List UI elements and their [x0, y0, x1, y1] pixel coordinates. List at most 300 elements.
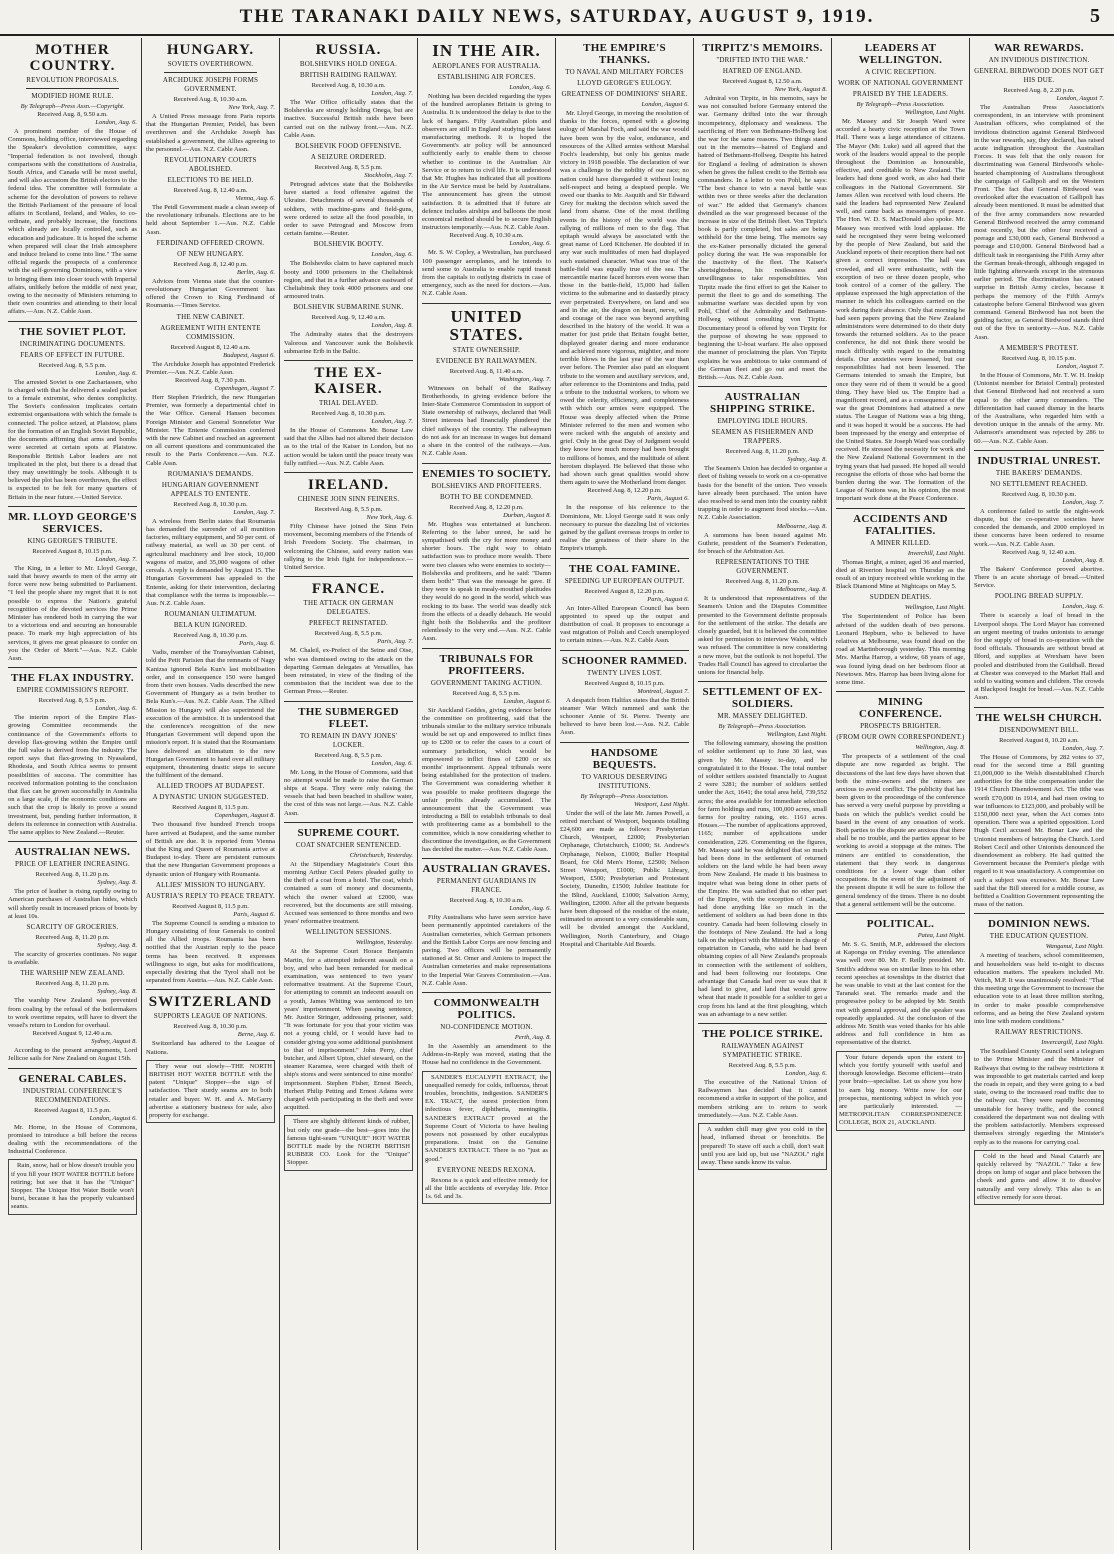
- divider: [698, 1023, 827, 1024]
- article-text: In the Assembly an amendment to the Address-in-Reply was moved, stating that the House had no confidence in the Government.: [422, 1043, 551, 1067]
- subhead: AGREEMENT WITH ENTENTE COMMISSION.: [160, 323, 261, 341]
- subhead: AUSTRIA'S REPLY TO PEACE TREATY.: [146, 891, 275, 900]
- article-text: A United Press message from Paris reports that the Hungarian Premier, Peidel, has been overthrown and the Archduke Joseph has established a government, the Allies agreeing to the personnel.—Aus. N.Z. Cable Assn.: [146, 113, 275, 153]
- dateline: Melbourne, Aug. 8.: [776, 522, 827, 530]
- advertisement-text: Rain, snow, hail or blow doesn't trouble you if you fill your HOT WATER BOTTLE before retiring; but see that it has the "Unique" Stopper. The Unique Hot Water Bottle won't burst, because it has the properly vulcanised seams.: [11, 1162, 134, 1211]
- article-text: Witnesses on behalf of the Railway Brotherhoods, in giving evidence before the Inter-State Commerce Commission in support of State ownership of railways, declared that Wall Street interests had financially plundered the chief railways of the country. The railwaymen do not ask for an increase in wages but demand a share in the control of the railways.—Aus. N.Z. Cable Assn.: [422, 384, 551, 458]
- headline: THE COAL FAMINE.: [568, 562, 681, 575]
- received-line: Received Aug. 8, 12.40 a.m.: [173, 187, 248, 195]
- received-line: Received Aug. 8, 10.30 a.m.: [449, 897, 524, 905]
- article-text: A summons has been issued against Mr. Guthrie, president of the Seamen's Federation, for breach of the Arbitration Act.: [698, 531, 827, 555]
- subhead: BOLSHEVIKS AND PROFITEERS.: [431, 481, 542, 490]
- divider: [8, 506, 137, 507]
- headline: INDUSTRIAL UNREST.: [977, 454, 1101, 467]
- article-text: Mr. S. W. Copley, a Westralian, has purchased 100 passenger aeroplanes, and he intends to send some to Australia to enable rapid transit from the capitals to outlying districts in case of emergency, such as the need for doctors.—Aus. N.Z. Cable Assn.: [422, 249, 551, 298]
- article-text: The prospects of a settlement of the coal dispute are now regarded as bright. The discussions of the last few days have shown that both the mine-owners and the miners are anxious to avoid conflict. The publicity that has been given to the proceedings of the conference has served a very useful purpose by providing a basis on which the public's verdict could be based in the event of any cessation of work. Both parties to the dispute are anxious that there shall be no trouble, and the parties appear to be working to avoid a stoppage at the mines. The miners are entitled to consideration, the statement that they work in dangerous conditions for a lower wage than other occupations. In the event of the adjustment of the present dispute it will be sure to follow the general tendency of the times. There is no doubt that a general settlement will be the outcome.: [836, 753, 965, 908]
- subhead: RAILWAYMEN AGAINST SYMPATHETIC STRIKE.: [721, 1042, 804, 1060]
- subhead: LLOYD GEORGE'S EULOGY.: [577, 79, 672, 87]
- byline: By Telegraph—Press Assn.—Copyright.: [20, 103, 125, 110]
- dateline: Melbourne, Aug. 8.: [776, 586, 827, 594]
- subhead: SUDDEN DEATHS.: [869, 593, 932, 602]
- received-line: Received Aug. 8, 5.5 p.m.: [452, 689, 521, 697]
- received-line: Received Aug. 8, 9.50 a.m.: [37, 111, 108, 118]
- article-text: The Archduke Joseph has appointed Frederick Premier.—Aus. N.Z. Cable Assn.: [146, 360, 275, 376]
- dateline: London, August 7.: [1056, 95, 1104, 102]
- dateline: Budapest, August 6.: [223, 351, 275, 359]
- subhead: GOVERNMENT TAKING ACTION.: [430, 678, 543, 687]
- dateline: London, Aug. 6.: [95, 705, 137, 713]
- article-text: Vadis, member of the Transylvanian Cabinet, told the Petit Parisien that the remnants of Nagy Kanizsa ignored Bela Kun's last mobilisation order, and in consequence 150 were hanged from their own houses. Vadis described the new Government of Hungary as a twin brother to Bela Kun's.—Aus. N.Z. Cable Assn. The Allied Mission to Hungary will also superintend the execution of the armistice. It is understood that the conference's recognition of the new Hungarian Government will depend upon the mission's report. It is stated that the Roumanians have delivered an ultimatum to the new Hungarian Government to hand over all military equipment, threatening drastic steps to secure the fulfilment of the demand.: [146, 649, 275, 780]
- article-text: The scarcity of groceries continues. No sugar is available.: [8, 951, 137, 967]
- headline: TRIBUNALS FOR PROFITEERS.: [439, 652, 534, 677]
- divider: [698, 681, 827, 682]
- subhead: GENERAL BIRDWOOD DOES NOT GET HIS DUE.: [974, 67, 1104, 84]
- dateline: Westport, Last Night.: [633, 800, 689, 808]
- article-text: The Australian Press Association's correspondent, in an interview with prominent Australian officers, who complained of the invidious distinction against General Birdwood in the war rewards, say, they declared, has raised acute indignation throughout the Australian Forces. It was felt that the only reason for discriminating was General Birdwood's whole-hearted championing of Australians throughout the campaign of Gallipoli and on the Western Front. The fact that General Birdwood was overlooked after the evacuation of Gallipoli has already been mentioned. It must be admitted that of the five army commanders now rewarded General Birdwood received the army command most recently, but the other four received a peerage and £30,000 each, General Birdwood a peerage and £10,000. General Birdwood had a difficult task in reorganising the Fifth Army after the German break-through, although engaged in little fighting afterwards except in the strenuous earlier period. The discrimination has caused surprise in British Army circles, because it perhaps the memory of the Fifth Army's catastrophe before General Birdwood was given command. General Birdwood has not been the guiding factor, as General Birdwood stands third out of the five in seniority.—Aus. N.Z. Cable Assn.: [974, 104, 1104, 341]
- headline: GENERAL CABLES.: [18, 1072, 127, 1085]
- advertisement: [974, 1150, 1104, 1205]
- divider: [698, 386, 827, 387]
- dateline: Sydney, Aug. 8.: [97, 988, 137, 996]
- received-line: Received Aug. 8, 10.30 a.m.: [173, 96, 248, 103]
- headline: HANDSOME BEQUESTS.: [590, 746, 659, 771]
- article-text: An Inter-Allied European Council has been appointed to speed up the output and distribution of coal. It proposes to encourage a vast migration of Polish and Czech unemployed to certain mines.—Aus. N.Z. Cable Assn.: [560, 604, 689, 645]
- headline: DOMINION NEWS.: [988, 918, 1090, 931]
- received-line: Received Aug. 8, 11.20 p.m.: [35, 871, 110, 879]
- dateline: Wellington, Last Night.: [904, 604, 965, 612]
- dateline: Paris, August 6.: [647, 495, 689, 503]
- dateline: Sydney, Aug. 8.: [97, 879, 137, 887]
- received-line: Received Aug. 8, 10.15 p.m.: [1001, 354, 1077, 362]
- subhead: INDUSTRIAL CONFERENCE'S RECOMMENDATIONS.: [22, 1086, 123, 1104]
- dateline: Sydney, Aug. 8.: [787, 456, 827, 464]
- divider: [146, 989, 275, 990]
- subhead: PERMANENT GUARDIANS IN FRANCE.: [436, 877, 537, 895]
- dateline: Washington, Aug. 7.: [498, 375, 551, 383]
- dateline: Invercargill, Last Night.: [1041, 1039, 1104, 1047]
- divider: [560, 558, 689, 559]
- subhead: POOLING BREAD SUPPLY.: [994, 592, 1084, 601]
- dateline: Inverchill, Last Night.: [907, 549, 965, 557]
- article-text: Switzerland has adhered to the League of Nations.: [146, 1040, 275, 1056]
- received-line: Received Aug. 8, 10.30 p.m.: [173, 1023, 248, 1031]
- subhead: BRITISH RAIDING RAILWAY.: [299, 71, 398, 79]
- article-text: Sir Auckland Geddes, giving evidence before the committee on profiteering, said that the tribunals similar to the military service tribunals would be set up and empowered to inflict fines up to £200 or to refer the cases to a court of summary jurisdiction, which would be empowered to inflict fines of £200 or six months' imprisonment. Appeal tribunals were being established for the protection of traders. The Government was considering whether it was possible to make profiteers disgorge the unfair profits already accumulated. The announcement that the Government was introducing a Bill to establish tribunals to deal with profiteering came as a bombshell to the committee, which is now considering whether to discontinue the investigation, as the Government has decided the matter.—Aus. N.Z. Cable Assn.: [422, 706, 551, 853]
- subhead: INCRIMINATING DOCUMENTS.: [19, 339, 126, 348]
- subhead: REPRESENTATIONS TO THE GOVERNMENT.: [715, 558, 810, 576]
- dateline: Wanganui, Last Night.: [1045, 943, 1104, 951]
- received-line: Received Aug. 8, 10.30 a.m.: [311, 82, 386, 89]
- article-text: At the Stipendiary Magistrate's Court this morning Arthur Cecil Peters pleaded guilty to the theft of a coat from a hotel. The coat, which contained a sum of money and documents, which the owner valued at £2000, was recovered, but the documents are still missing. Accused was sentenced to three months and two years' reformative treatment.: [284, 860, 413, 926]
- subhead: HUNGARIAN GOVERNMENT APPEALS TO ENTENTE.: [161, 480, 260, 498]
- column-1: [4, 38, 142, 1550]
- headline: POLITICAL.: [866, 918, 935, 931]
- dateline: Berne, Aug. 6.: [237, 1031, 275, 1039]
- headline-united-states: UNITED STATES.: [449, 306, 524, 344]
- dateline: Sydney, August 8.: [91, 1038, 137, 1046]
- newspaper-columns: [4, 38, 1110, 1550]
- subhead: EMPLOYING IDLE HOURS.: [717, 417, 808, 426]
- article-text: The Peidl Government made a clean sweep of the revolutionary tribunals. Elections are to be held about September 1.—Aus. N.Z. Cable Assn.: [146, 204, 275, 236]
- article-text: The Admiralty states that the destroyers Valorous and Vancouver sunk the Bolshevik submarine Erib in the Baltic.: [284, 331, 413, 355]
- advertisement: [146, 1060, 275, 1123]
- dateline: New York, Aug. 7.: [228, 104, 275, 111]
- received-line: Received August 8, 11.5 p.m.: [172, 902, 249, 910]
- received-line: Received Aug. 9, 12.40 a.m.: [311, 314, 386, 322]
- headline-mother-country: MOTHER COUNTRY.: [29, 42, 116, 74]
- advertisement: [8, 1159, 137, 1214]
- article-text: In the House of Commons, Mr. T. W. H. Inskip (Unionist member for Bristol Central) protested that General Birdwood had not received a sum equal to the other army commanders. The differentiation had caused dismay in the hearts of the Australians, who regarded him with a devotion unique in the annals of the army. Mr. Adamson's amendment was rejected by 286 to 60.—Aus. N.Z. Cable Assn.: [974, 371, 1104, 445]
- divider: [284, 701, 413, 702]
- subhead: BOLSHEVIK SUBMARINE SUNK.: [293, 303, 404, 312]
- headline-hungary: HUNGARY.: [166, 42, 255, 58]
- received-line: Received August 8, 11.5 p.m.: [172, 804, 249, 812]
- page-number: 5: [1090, 5, 1100, 27]
- headline-russia: RUSSIA.: [315, 42, 382, 58]
- advertisement: [836, 1051, 965, 1131]
- subhead: STATE OWNERSHIP.: [452, 345, 521, 354]
- article-text: M. Chaleil, ex-Prefect of the Seine and Oise, who was dismissed owing to the attack on the departing German delegates at Versailles, has been reinstated, in view of the finding of the commission that the incident was due to the German Press.—Reuter.: [284, 647, 413, 696]
- article-text: A meeting of teachers, school committeemen, and householders was held to-night to discuss education matters. The speakers included Mr. Veitch, M.P. It was unanimously resolved: "That this meeting urge the Government to increase the education vote to at least three million sterling, in order to make possible comprehensive reforms, and as being the New Zealand system into line with modern conditions.": [974, 952, 1104, 1026]
- headline: THE POLICE STRIKE.: [702, 1028, 823, 1041]
- article-text: Thomas Bright, a miner, aged 36 and married, died at Riverton hospital on Thursday as the result of an injury received while working in the Black Diamond Mine at Nightcaps on May 5.: [836, 558, 965, 591]
- subhead: PRAISED BY THE LEADERS.: [852, 90, 949, 98]
- subhead: A CIVIC RECEPTION.: [864, 68, 937, 76]
- divider: [8, 1068, 137, 1069]
- dateline: London, Aug. 6.: [1062, 603, 1104, 611]
- dateline: Stockholm, Aug. 7.: [364, 172, 413, 180]
- headline: SETTLEMENT OF EX-SOLDIERS.: [702, 686, 823, 711]
- subhead: ROUMANIAN ULTIMATUM.: [164, 610, 257, 619]
- subhead: FERDINAND OFFERED CROWN.: [156, 238, 265, 247]
- dateline: London, August 6.: [503, 697, 551, 705]
- subhead: BOLSHEVIKS HOLD ONEGA.: [299, 60, 398, 68]
- subhead: KING GEORGE'S TRIBUTE.: [27, 536, 118, 545]
- dateline: London, August 6.: [641, 101, 689, 108]
- dateline: New York, Aug. 6.: [366, 514, 413, 522]
- headline: AUSTRALIAN SHIPPING STRIKE.: [709, 391, 816, 416]
- divider: [974, 707, 1104, 708]
- article-text: The warship New Zealand was prevented from coaling by the refusal of the boilermakers to work overtime repairs, will have to divert the vessel's return to London for overhaul.: [8, 997, 137, 1030]
- received-line: Received Aug. 8, 12.20 p.m.: [587, 487, 662, 495]
- subhead: AN INVIDIOUS DISTINCTION.: [988, 56, 1090, 64]
- dateline: London, Aug. 7.: [95, 555, 137, 563]
- headline: SCHOONER RAMMED.: [561, 654, 688, 667]
- subhead: ROUMANIA'S DEMANDS.: [167, 469, 254, 478]
- received-line: Received August 8, 10.15 p.m.: [32, 547, 113, 555]
- received-line: Received Aug. 8, 2.20 p.m.: [1003, 87, 1075, 94]
- headline: MR. LLOYD GEORGE'S SERVICES.: [8, 510, 137, 535]
- received-line: Received Aug. 8, 5.5 p.m.: [38, 361, 107, 369]
- dateline: Vienna, Aug. 6.: [235, 195, 275, 203]
- received-line: Received Aug. 8, 10.30 p.m.: [311, 410, 386, 418]
- dateline: London, Aug. 7.: [1062, 498, 1104, 506]
- subhead: PROSPECTS BRIGHTER.: [860, 722, 941, 731]
- article-text: Fifty Chinese have joined the Sinn Fein movement, becoming members of the Friends of Irish Freedom Society. The chairman, in welcoming the Chinese, said every nation was rallying to the Irish fight for independence.—United Service.: [284, 523, 413, 572]
- subhead: WELLINGTON SESSIONS.: [305, 928, 392, 937]
- subhead: TWENTY LIVES LOST.: [587, 668, 662, 677]
- advertisement-text: They wear out slowly—THE NORTH BRITISH HOT WATER BOTTLE with the patent "Unique" Stopper—the sign of satisfaction. Their sturdy seams are to both retailer and buyer. W. H. and A. McGarry advertise a stationery business for sale, also property for exchange.: [149, 1062, 272, 1120]
- divider: [836, 913, 965, 914]
- dateline: London, Aug. 6.: [509, 84, 551, 91]
- dateline: London, Aug. 6.: [371, 759, 413, 767]
- article-text: Two thousand five hundred French troops have arrived at Budapest, and the same number of British are due. It is reported from Vienna that the King and Queen of Roumania arrive at Budapest to-day. There are persistent rumours that the new Hungarian Government proposes a dynastic union of Hungary with Roumania.: [146, 821, 275, 878]
- subhead: NO SETTLEMENT REACHED.: [990, 479, 1088, 488]
- headline-ex-kaiser: THE EX-KAISER.: [314, 365, 383, 398]
- divider: [8, 841, 137, 842]
- subhead: PRICE OF LEATHER INCREASING.: [15, 860, 130, 869]
- subhead: FEARS OF EFFECT IN FUTURE.: [20, 350, 125, 359]
- headline: AUSTRALIAN NEWS.: [14, 846, 131, 859]
- advertisement-heading: EVERYONE NEEDS REXONA.: [437, 1165, 536, 1174]
- divider: [422, 648, 551, 649]
- received-line: Received Aug. 8, 11.40 a.m.: [449, 367, 524, 375]
- article-text: The Seamen's Union has decided to organise a fleet of fishing vessels to work on a co-operative basis for the benefit of the union. Two vessels have already been purchased. The union have also resolved to send men into the country rabbit trapping in order to augment food stocks.—Aus. N.Z. Cable Association.: [698, 465, 827, 522]
- dateline: Copenhagen, August 8.: [214, 812, 275, 820]
- advertisement-text: Your future depends upon the extent to which you fortify yourself with useful and thorough knowledge. Become efficient—train your brain—specialise. Let us show you how to earn big money. Write now for our prospectus, mentioning subject in which you are particularly interested. —METROPOLITAN CORRESPONDENCE COLLEGE, BOX 21, AUCKLAND.: [839, 1053, 962, 1127]
- divider: [422, 992, 551, 993]
- subhead: TO REMAIN IN DAVY JONES' LOCKER.: [299, 731, 398, 749]
- subhead: "DRIFTED INTO THE WAR.": [716, 56, 809, 64]
- subhead: A MINER KILLED.: [870, 538, 931, 547]
- dateline: London, Aug. 8.: [1062, 556, 1104, 564]
- dateline: London, Aug. 7.: [1062, 744, 1104, 752]
- received-line: Received August 8, 12.40 a.m.: [170, 343, 251, 351]
- headline: SUPREME COURT.: [297, 826, 400, 839]
- subhead: (FROM OUR OWN CORRESPONDENT.): [836, 733, 965, 742]
- dateline: London, Aug. 6.: [95, 369, 137, 377]
- divider: [422, 858, 551, 859]
- dateline: Wellington, Last Night.: [904, 109, 965, 116]
- article-text: Advices from Vienna state that the counter-revolutionary Hungarian Government has offered the Crown to King Ferdinand of Roumania.—Times Service.: [146, 277, 275, 310]
- headline-war-rewards: WAR REWARDS.: [994, 42, 1084, 54]
- column-7: [832, 38, 970, 1550]
- subhead: THE EDUCATION QUESTION.: [989, 932, 1089, 941]
- byline: By Telegraph—Press Association.: [580, 792, 669, 800]
- article-text: Mr. Hughes was entertained at luncheon. Referring to the labor unrest, he said he sympathised with the cry for more money and shorter hours. The right way to obtain satisfaction was to produce more wealth. There were two classes who were enemies to society—Bolsheviks and profiteers, and he said: "Damn them both!" That was the message he gave. If they were to speak in mealy-mouthed platitudes they would do no good in the world, which was rocking to its base. The world was deadly sick from the effects of a deadly debauch. He would fight both the Bolsheviks and the profiteer relentlessly to the very end.—Aus. N.Z. Cable Assn.: [422, 520, 551, 643]
- article-text: There is scarcely a loaf of bread in the Liverpool shops. The Lord Mayor has convened an urgent meeting of trades unionists to arrange for the supply of bread in co-operation with the food officials. Thousands are without bread at Ilford, and supplies at Wrexham have been pooled and distributed from the Guildhall. Bread at Chester was conveyed to the Market Hall and sold to waiting women and children. The crowds at Blackpool fought for bread.—Aus. N.Z. Cable Assn.: [974, 612, 1104, 702]
- article-text: The following summary, showing the position of soldier settlement up to June 30 last, was given by Mr. Massey to-day, and he congratulated it to the House. The total number of soldier settlers assisted financially to August 2 were 3281; the number of soldiers settled under the Act, 1641; the total area held, 739,552 acres; the area available for immediate selection for farm holdings and runs, 100,000 acres, small farms for poultry raising, etc. 1161 acres. Houses.—The number of applications approved, 1165; number of applications under consideration, 226. Commenting on the figures, Mr. Massey said he was delighted that so much had been done in the settlement of returned soldiers on the land while he had been away from New Zealand. He made it his business to inquire what was being done in other parts of the Empire. He was satisfied that no other part of the Empire, with the exception of Canada, had done anything like so much in the settlement of soldiers as had been done in this country. Canada had been following closely in the footsteps of New Zealand. He had a long talk on the subject with the Minister in charge of repatriation in Canada, who said he had been obtaining copies of all New Zealand's proposals in connection with the settlement of soldiers, and had been following our footsteps. One advantage that Canada had over us was that it had land to give, and land that would grow wheat that made it possible for a soldier to get a crop from his land at the first ploughing, which was an advantage to a new settler.: [698, 740, 827, 1018]
- received-line: Received Aug. 8, 5.5 p.m.: [314, 630, 383, 638]
- article-text: Admiral von Tirpitz, in his memoirs, says he was not consulted before Germany entered the war. Germany drifted into the war through incompetency, diplomacy and weakness. The sacrificing of Herr von Bethmann-Hollweg lost the war for the same reasons. Two things stand out in the memoirs—hatred of England and hatred of Bethmann-Hollweg. Despite his hatred for England a feeling of admiration is shown when he gives the fullest credit to the British sea commanders. In a letter to von Pohl, he says: "The best chance to win a naval battle was within two or three weeks after the declaration of war." He added that Germany's chances dwindled as the war progressed because of the increase in size of the British fleet. Von Tirpitz's book is partly completed, but sales are being withheld for the time being. The memoirs say the ex-Kaiser personally dictated the general policy during the war. He was responsible for the inactivity of the fleet. The Kaiser's shortsightedness, his restlessness and unwillingness to take responsibilities. Von Tirpitz made the first effort to get the Kaiser to permit the fleet to go and do something. The submarine warfare was decided upon by von Pohl, Chief of the Admiralty and Bethmann-Hollweg without consulting von Tirpitz. Documentary proof is offered by von Tirpitz for the purpose of showing he was opposed to beginning the U-boat warfare. He also opposed the manner of proclaiming the plan. Von Tirpitz explains he was ambitious to take command of the German fleet and go out and meet the British.—Aus. N.Z. Cable Assn.: [698, 95, 827, 381]
- dateline: London, Aug. 6.: [785, 1070, 827, 1078]
- advertisement-text: SANDER'S EUCALYPTI EXTRACT, the unequalled remedy for colds, influenza, throat troubles, bronchitis, indigestion. SANDER'S EX. TRACT, the surest protection from infectious fever, diphtheria, meningitis. SANDER'S EXTRACT proved at the Supreme Court of Victoria to have healing powers not possessed by other eucalyptus preparations. Insist on the Genuine SANDER'S EXTRACT. There is no "just as good.": [425, 1073, 548, 1163]
- article-text: The Southland County Council sent a telegram to the Prime Minister and the Minister of Railways that owing to the railway restrictions it was impossible to get materials carried and keep the roads in repair, and they were going to a bad state, owing to the increased road traffic due to the railway cut. They were rapidly becoming unsuitable for heavy traffic, and the council considered the department was not dealing with the problem satisfactorily. Members expressed themselves strongly regarding the Minister's reply as to the reasons for carrying coal.: [974, 1048, 1104, 1146]
- dateline: Wellington, Last Night.: [766, 731, 827, 739]
- article-text: Mr. S. G. Smith, M.P., addressed the electors at Kaponga on Friday evening. The attendance was well over 80. Mr. F. Reilly presided. Mr. Smith's address was on similar lines to his other recent speeches at townships in the district that he was unable to visit at the last contest for the Taranaki seat. The remarks made and the progressive policy to be adopted by Mr. Smith met with general approval, and the speaker was repeatedly applauded. At the conclusion of the address Mr. Smith was voted thanks for his able address and full confidence in him as representative of the district.: [836, 941, 965, 1047]
- subhead: ARCHDUKE JOSEPH FORMS GOVERNMENT.: [162, 76, 259, 93]
- dateline: London, Aug. 6.: [509, 905, 551, 913]
- subhead: AEROPLANES FOR AUSTRALIA.: [432, 62, 541, 70]
- subhead: SOVIETS OVERTHROWN.: [167, 60, 254, 68]
- subhead: BELA KUN IGNORED.: [173, 621, 248, 630]
- received-line: Received Aug. 8, 12.40 p.m.: [173, 260, 248, 268]
- received-line: Received Aug. 8, 11.20 p.m.: [35, 980, 110, 988]
- dateline: Wellington, Aug. 8.: [915, 744, 965, 752]
- divider: [422, 303, 551, 304]
- divider: [8, 321, 137, 322]
- received-line: Received August 8, 11.5 p.m.: [34, 1106, 111, 1114]
- headline-france: FRANCE.: [311, 581, 386, 598]
- advertisement-text: Cold in the head and Nasal Catarrh are quickly relieved by "NAZOL." Take a few drops on lump of sugar and place between the cheek and gums and allow it to dissolve naturally and very slowly. This also is an effective remedy for sore throat.: [977, 1152, 1101, 1201]
- article-text: Nothing has been decided regarding the types of the hundred aeroplanes Britain is giving to Australia. It is understood the delay is due to the lack of hangars. Fifty Australian pilots and observers are still in England studying the latest manufacturing methods. It is hoped the Government's air policy will be announced sufficiently early to enable them to choose whether to continue in the Australian Air Service or to return to civil life. It is understood that Mr. Hughes has indicated that all positions in the Air Service must be held by Australians. The announcement has given the utmost satisfaction. It is admitted that if future air defence includes airships and balloons the most economical method should be to secure English instructors temporarily.—Aus. N.Z. Cable Assn.: [422, 93, 551, 232]
- received-line: Received Aug. 8, 11.20 p.m.: [725, 448, 800, 456]
- subhead: HATRED OF ENGLAND.: [722, 67, 803, 75]
- column-4: [418, 38, 556, 1550]
- subhead: OF NEW HUNGARY.: [177, 249, 244, 258]
- article-text: The House of Commons, by 282 votes to 37, read for the second time a Bill granting £1,000,000 to the Welsh disestablished Church authorities for the tithe compensation under the 1914 Church Disendowment Act. The tithe was worth £70,000 in 1914, and had risen owing to war influences to £123,000, and probably will be £150,000 next year, when the Act comes into operation. There was a spirited opposition. Lord Hugh Cecil accused Mr. Bonar Law and the Unionist members of betraying the Church. Lord Robert Cecil and other Unionists denounced the disendowment as robbery. He had quitted the Government because the Premier's pledge with regard to it was unsatisfactory. A compromise on such a subject was excessive. Mr. Bonar Law said that the Bill steered for a middle course, as befitted a Coalition Government representing the mass of the nation.: [974, 753, 1104, 909]
- article-text: A despatch from Halifax states that the British steamer War Witch rammed and sank the schooner Annie of St. Pierre. Twenty are believed to have been lost.—Aus. N.Z. Cable Assn.: [560, 696, 689, 737]
- headline: COMMONWEALTH POLITICS.: [433, 997, 540, 1022]
- headline: THE WELSH CHURCH.: [976, 711, 1102, 724]
- dateline: Paris, Aug. 6.: [239, 640, 275, 648]
- subhead: SUPPORTS LEAGUE OF NATIONS.: [153, 1012, 268, 1021]
- advertisement: [284, 1115, 413, 1170]
- subhead: WORK OF NATIONAL GOVERNMENT: [837, 79, 964, 87]
- dateline: London, Aug. 8.: [371, 322, 413, 330]
- subhead: CHINESE JOIN SINN FEINERS.: [297, 495, 400, 504]
- subhead: RAILWAY RESTRICTIONS.: [995, 1028, 1083, 1037]
- divider: [284, 360, 413, 361]
- article-text: The War Office officially states that the Bolsheviks are strongly holding Onega, but are inactive. Successful British raids have been carried out on the railway front.—Aus. N.Z. Cable Assn.: [284, 99, 413, 139]
- received-line: Received August 9, 12.40 a.m.: [32, 1030, 113, 1038]
- article-text: Fifty Australians who have seen service have been permanently appointed caretakers of the Australian cemeteries, which German prisoners and the British Labor Corps are now fencing and paving. Two officers will be permanently stationed at St. Omer and Amiens to inspect the Australian cemeteries and make representations to the Imperial War Graves Commission.—Aus. N.Z. Cable Assn.: [422, 914, 551, 987]
- received-line: Received Aug. 9, 12.40 a.m.: [1002, 548, 1076, 556]
- headline: THE FLAX INDUSTRY.: [11, 672, 134, 685]
- subhead: MR. MASSEY DELIGHTED.: [717, 712, 808, 721]
- divider: [284, 472, 413, 473]
- divider: [422, 463, 551, 464]
- subhead: TRIAL DELAYED.: [318, 399, 379, 408]
- article-text: A wireless from Berlin states that Roumania has demanded the surrender of all munition factories, military equipment, and 50 per cent. of railway material, as well as 30 per cent. of agricultural machinery and live stock, 10,000 wagons of maize, and 35,000 wagons of other cereals. A reply is demanded by August 15. The Hungarian Government has appealed to the Entente, asking for their intervention, declaring that compliance with the terms is impossible.—Aus. N.Z. Cable Assn.: [146, 517, 275, 607]
- received-line: Received Aug. 8, 5.5 p.m.: [314, 506, 383, 514]
- advertisement: [698, 1123, 827, 1170]
- article-text: The Bakers' Conference proved abortive. There is an acute shortage of bread.—United Service.: [974, 565, 1104, 590]
- headline-leaders-at-wellington: LEADERS AT WELLINGTON.: [858, 42, 943, 66]
- divider: [974, 913, 1104, 914]
- article-text: Mr. Lloyd George, in moving the resolution of thanks to the forces, opened with a glowing eulogy of Marshal Foch, and said the war would have been won by the valor, endurance, and resources of the Allied armies without Marshal Foch's leadership, but only his genius made victory in 1918 possible. The declaration of war was a challenge to the nobility of our race; no nation could have disregarded it without losing self-respect and being a despised people. We owed our thanks to Mr. Asquith and Sir Edward Grey for making the decision which saved the land from shame. One of the most thrilling events in the history of the world was the rallying of millions of men to the flag. That epitaph would always be associated with the great name of Lord Kitchener. He doubted if in any war such multitudes of men had displayed such sustained character. What was true of the battle-field was equally true of the sea. The mercantile marine faced horrors even worse than those in the battle-field, 15,000 had fallen victims to the submarine and to dastardly piracy ever perpetrated. Everywhere, on land and sea and in the air, the dragon on heart, nerve, will and courage of the race was beyond anything described in the history of the world. It was a matter for just pride that Britain fought better, displayed greater daring and more endurance and achieved more vigorous, mightier, and more terrible blows in the last year of the war than ever before. The Premier also paid an eloquent tribute to the women and auxiliary services, and, after reference to the Dominions and India, paid a tribute to the industrial workers, to whom we owed the celerity, efficiency, and completeness with which our armies were equipped. The House was deeply affected when the Prime Minister referred to the men and women who were racked with the anguish of anxiety and grief. Only in the great Day of Judgment would they know how much money had been brought to millions of homes, and the multitude of silent heroism displayed. He believed that those who had shown such great qualities would show them again to save the Motherland from danger.: [560, 110, 689, 487]
- byline: By Telegraph—Press Association.: [856, 101, 945, 108]
- dateline: Paris, August 6.: [233, 910, 275, 918]
- headline: ACCIDENTS AND FATALITIES.: [853, 512, 948, 537]
- received-line: Received Aug. 8, 5.5 p.m.: [314, 751, 383, 759]
- subhead: THE NEW CABINET.: [176, 312, 245, 321]
- received-line: Received Aug. 8, 5.5 p.m.: [728, 1062, 797, 1070]
- received-line: Received Aug. 8, 11.20 p.m.: [35, 934, 110, 942]
- received-line: Received August 8, 12.50 a.m.: [722, 78, 803, 85]
- received-line: Received Aug. 8, 12.20 p.m.: [449, 503, 524, 511]
- subhead: BOLSHEVIK FOOD OFFENSIVE.: [295, 142, 402, 151]
- article-text: The executive of the National Union of Railwaymen has decided that it cannot recommend a strike in support of the police, and members striking are to return to work immediately.—Aus. N.Z. Cable Assn.: [698, 1079, 827, 1119]
- subhead: NO-CONFIDENCE MOTION.: [440, 1023, 533, 1032]
- advertisement-text: Rexona is a quick and effective remedy for all the little accidents of everyday life. Price 1s. 6d. and 3s.: [425, 1176, 548, 1201]
- article-text: Petrograd advices state that the Bolsheviks have started a food offensive against the Ukraine. Detachments of several thousands of soldiers, with machine-guns and field-guns, were ordered to seize all the food possible, in order to save Petrograd and Moscow from certain famine.—Reuter.: [284, 181, 413, 238]
- column-3: [280, 38, 418, 1550]
- article-text: Under the will of the late Mr. James Powell, a retired merchant of Westport, bequests totalling £24,600 are made as follows: Presbyterian Church, Westport, £2000; Presbyterian Orphanage, Christchurch, £1000; St. Andrew's Orphanage, Nelson, £1000; Buller Hospital Board, for Old Men's Home, £2500; Nelson Street Westport, £1000; Public Library, Westport, £500; Presbyterian and Protestant Society, Dunedin, £1500; Jubilee Institute for the Blind, Auckland, £1000; Salvation Army, Wellington, £2000. After all the private bequests have been disposed of the residue of the estate, estimated to amount to a very considerable sum, will be divided amongst the Auckland, Wellington, North Canterbury, and Otago Hospital and Charitable Aid Boards.: [560, 809, 689, 948]
- divider: [284, 576, 413, 577]
- headline: THE SOVIET PLOT.: [19, 325, 126, 338]
- dateline: Paris, Aug. 7.: [377, 638, 413, 646]
- subhead: PREFECT REINSTATED.: [309, 619, 388, 628]
- headline: MINING CONFERENCE.: [858, 696, 943, 721]
- column-2: [142, 38, 280, 1550]
- article-text: The Bolsheviks claim to have captured much booty and 1000 prisoners in the Cheliabinsk region, and that in a further advance eastward of Cheliabinsk they took 4000 prisoners and one armoured train.: [284, 260, 413, 301]
- dateline: New York, August 8.: [774, 86, 827, 93]
- masthead: [0, 0, 1114, 36]
- subhead: TO NAVAL AND MILITARY FORCES: [565, 68, 684, 76]
- received-line: Received Aug. 8, 10.30 p.m.: [173, 500, 248, 508]
- divider: [164, 72, 257, 73]
- received-line: Received Aug. 8, 10.30 p.m.: [1001, 490, 1077, 498]
- divider: [26, 88, 119, 89]
- subhead: SPEEDING UP EUROPEAN OUTPUT.: [564, 576, 685, 585]
- dateline: London, Aug. 6.: [95, 119, 137, 126]
- article-text: At the Supreme Court Horace Benjamin Martin, for a attempted indecent assault on a boy, and who had been remanded for medical examination, was sentenced to two years' reformative treatment. At the Supreme Court, for attempting to commit an indecent assault on a youth, James Whiting was sentenced to ten years' imprisonment. When passing sentence, Mr. Justice Stringer, addressing prisoner, said: "It was fortunate for you that your victim was not a young child, or I would have had to consider giving you some additional punishment to that of imprisonment." John Perry, chief butcher, and Albert Upton, chief steward, on the steamer Karamea, were charged with theft of ship's stores and were sentenced to nine months' imprisonment. Stephen Fisher, Ernest Beech, Herbert Philip Petting and Ernest Adams were charged with participating in the theft and were acquitted.: [284, 948, 413, 1112]
- headline: ENEMIES TO SOCIETY.: [422, 467, 551, 480]
- dateline: London, Aug. 7.: [371, 90, 413, 97]
- divider: [284, 822, 413, 823]
- advertisement: [422, 1071, 551, 1205]
- dateline: Sydney, Aug. 8.: [97, 942, 137, 950]
- subhead: REVOLUTION PROPOSALS.: [26, 76, 119, 84]
- received-line: Received August 8, 10.20 a.m.: [999, 736, 1079, 744]
- subhead: SEAMEN AS FISHERMEN AND TRAPPERS.: [711, 428, 814, 446]
- subhead: TO VARIOUS DESERVING INSTITUTIONS.: [581, 772, 668, 790]
- subhead: COAT SNATCHER SENTENCED.: [295, 840, 402, 849]
- article-text: Herr Stephen Friedrich, the new Hungarian Premier, was formerly a departmental chief in the War Office. General Hansen becomes Foreign Minister and General Sonnefeter War Minister. The Entente Commission conferred with the new Cabinet and reached an agreement on all current questions and communicated the result to the Paris Conference.—Aus. N.Z. Cable Assn.: [146, 394, 275, 467]
- subhead: A DYNASTIC UNION SUGGESTED.: [152, 793, 269, 802]
- divider: [836, 691, 965, 692]
- dateline: Patea, Last Night.: [917, 932, 965, 940]
- subhead: THE ATTACK ON GERMAN DELEGATES.: [303, 599, 394, 617]
- subhead: EMPIRE COMMISSION'S REPORT.: [16, 686, 129, 695]
- received-line: Received August 8, 12.20 p.m.: [584, 587, 665, 595]
- received-line: Received Aug. 8, 5.5 p.m.: [38, 697, 107, 705]
- received-line: Received Aug. 8, 10.30 a.m.: [449, 232, 524, 240]
- article-text: In the House of Commons Mr. Bonar Law said that the Allies had not altered their decision as to the trial of the Kaiser in London, but no action would be taken until the peace treaty was fully ratified.—Aus. N.Z. Cable Assn.: [284, 427, 413, 467]
- subhead: DISENDOWMENT BILL.: [999, 725, 1079, 734]
- subhead: REVOLUTIONARY COURTS ABOLISHED.: [164, 156, 257, 174]
- received-line: Received Aug. 8, 7.30 p.m.: [175, 377, 246, 385]
- article-text: Mr. Massey and Sir Joseph Ward were accorded a hearty civic reception at the Town Hall. There was a large attendance of citizens. The Mayor (Mr. Luke) said all agreed that the work of the leaders would appeal to the people throughout the Dominion as honourable, effective, and creditable to New Zealand. The leaders had done good work, as also had their colleagues in the National Government. Sir James Allen was received with loud cheers. He said the leaders had represented New Zealand well, and came back as messengers of peace. The Hon. W. D. S. MacDonald also spoke. Mr. Massey was received with loud applause. He said he recognised they were being welcomed by the people of New Zealand, but said the Auckland reports of their reception there had not given a correct impression. The hall was crowded, and all were enthusiastic, with the exception of two or three dozen people, who took control of a corner of the gallery. The applause expressed the high appreciation of the manner in which his colleagues carried on the work during their absence. Only that morning he had seen papers proving that the New Zealand administrators were determined to do their duty towards the returned soldiers. As to the peace conference, he did not think there would be much difficulty with regard to the remaining details. Our anxieties were lessened, but our responsibilities had not been lessened. The Germans intended to smash the Empire, but once they were rid of them it would be a good thing. They have bled us. The Empire had a magnificent record, and as a consequence of the war the great Dominions had attained a new status. The League of Nations was a big thing, and it was hoped it would be a success. He had been impressed by the energy and enterprise of the United States. Sir Joseph Ward was cordially received. He stressed the necessity for work and the New Zealand National Government in the trying years that had passed. He hoped all would recognise the efforts of those who had borne the burden during the war. The formation of the League of Nations was, in his opinion, the most important work done at the Peace Conference.: [836, 118, 965, 503]
- dateline: London, Aug. 6.: [371, 251, 413, 259]
- subhead: BOLSHEVIK BOOTY.: [313, 240, 384, 249]
- headline: THE SUBMERGED FLEET.: [298, 705, 399, 730]
- received-line: Received August 8, 10.15 p.m.: [584, 679, 665, 687]
- article-text: The interim report of the Empire Flax-growing Committee recommends the continuance of the Government's efforts to develop flax-growing within the Empire until the full value is derived from the industry. The report says that flax-growing in Nyasaland, Rhodesia, and South Africa seems to present possibilities of success. The committee has received information pointing to the conclusion that flax can be grown successfully in Australia on a large scale, if the economic conditions are such that the crop is likely to prove a sound investment, but, pending further information, it defers its reference in connection with Australia. The same applies to New Zealand.—Reuter.: [8, 714, 137, 836]
- divider: [560, 742, 689, 743]
- article-text: Mr. Long, in the House of Commons, said that no attempt would be made to raise the German ships at Scapa. They were only raising the vessels that had been beached in shallow water, the cost of this was not large.—Aus. N.Z. Cable Assn.: [284, 768, 413, 817]
- divider: [8, 667, 137, 668]
- byline: By Telegraph—Press Association.: [718, 723, 807, 731]
- subhead: SCARCITY OF GROCERIES.: [26, 923, 119, 932]
- advertisement-text: A sudden chill may give you cold in the head, inflamed throat or bronchitis. Be prepared! To stave off such a chill, don't wait until you are laid up, but use "NAZOL" right away. These sands know its value.: [701, 1126, 824, 1166]
- advertisement-text: There are slightly different kinds of rubber, but only one grade—the best—goes into the famous tight-seam "UNIQUE" HOT WATER BOTTLE made by the NORTH BRITISH RUBBER CO. Look for the "Unique" Stopper.: [287, 1118, 410, 1167]
- column-8: [970, 38, 1108, 1550]
- dateline: Paris, August 6.: [647, 595, 689, 603]
- article-text: The Superintendent of Police has been advised of the sudden death of two persons. Leonard Hepburn, who is believed to have relatives at Melbourne, was found dead on the road at Martinborough yesterday. This morning Mrs. Martha Harrop, a widow, 68 years of age, was found lying dead on her bedroom floor at Newtown. Mrs. Harrop has been living alone for some time.: [836, 613, 965, 686]
- dateline: London, August 7.: [1056, 362, 1104, 370]
- article-text: In the response of his reference to the Dominions, Mr. Lloyd George said it was only necessary to pursue the dazzling list of victories gained by the gallant overseas troops in order to realise the greatness of their share in the Empire's triumph.: [560, 504, 689, 553]
- received-line: Received Aug. 8, 5.5 p.m.: [314, 164, 383, 172]
- dateline: London, Aug. 7.: [233, 508, 275, 516]
- received-line: Received Aug. 8, 11.20 p.m.: [725, 578, 800, 586]
- subhead: GREATNESS OF DOMINIONS' SHARE.: [561, 90, 688, 98]
- dateline: Montreal, August 7.: [637, 687, 689, 695]
- subhead: EVIDENCE BY RAILWAYMEN.: [436, 356, 537, 365]
- headline-empires-thanks: THE EMPIRE'S THANKS.: [583, 42, 666, 66]
- dateline: Wellington, Yesterday.: [355, 939, 413, 947]
